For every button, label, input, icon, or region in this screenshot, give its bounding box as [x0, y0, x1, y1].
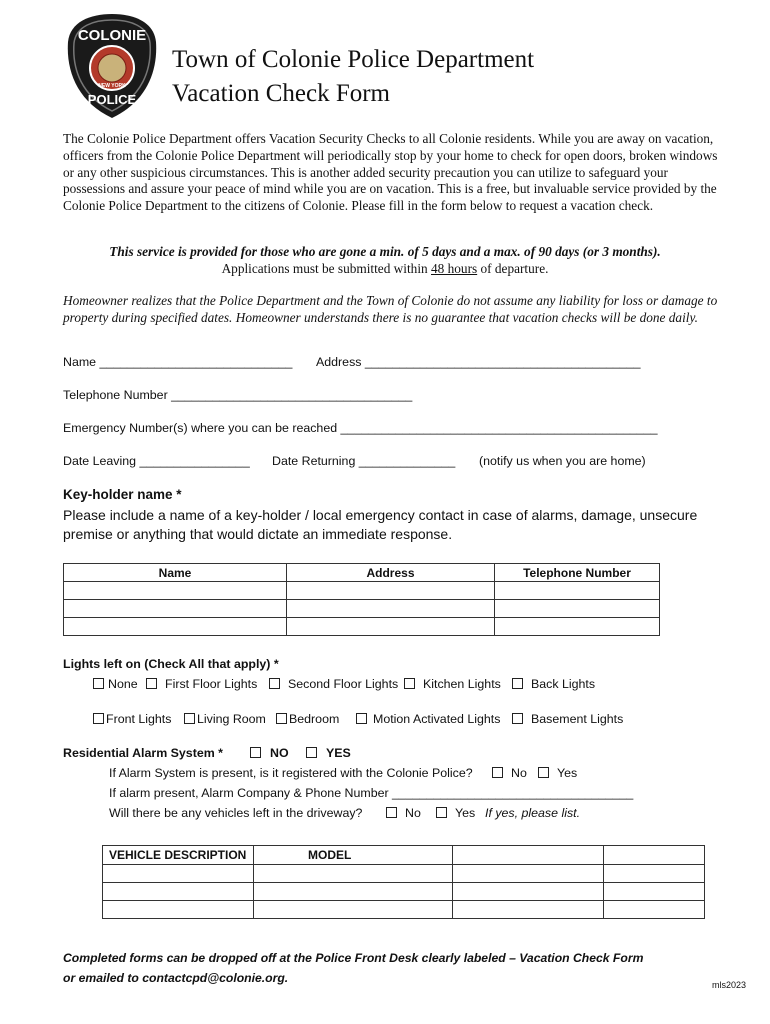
- table-cell[interactable]: [604, 901, 705, 919]
- checkbox-vehicles-yes[interactable]: [436, 806, 475, 820]
- alarm-registered-question: If Alarm System is present, is it registered with the Colonie Police?: [109, 766, 473, 780]
- checkbox-alarm-yes[interactable]: [306, 746, 351, 760]
- table-cell[interactable]: [254, 883, 453, 901]
- checkbox-icon[interactable]: [492, 767, 503, 778]
- checkbox-icon[interactable]: [146, 678, 157, 689]
- table-cell[interactable]: [495, 600, 660, 618]
- table-row: [64, 582, 660, 600]
- table-cell[interactable]: [604, 883, 705, 901]
- notify-note: (notify us when you are home): [479, 454, 646, 468]
- table-cell[interactable]: [64, 600, 287, 618]
- table-header-row: [64, 564, 660, 582]
- column-header-address: Address: [287, 564, 495, 582]
- option-label: No: [405, 806, 421, 820]
- logo-top-text: COLONIE: [77, 27, 147, 44]
- table-row: [103, 865, 705, 883]
- checkbox-motion-activated-lights[interactable]: [356, 712, 500, 726]
- checkbox-alarm-no[interactable]: [250, 746, 289, 760]
- name-field[interactable]: Name ____________________________: [63, 355, 293, 369]
- page-subtitle: Vacation Check Form: [172, 80, 391, 107]
- checkbox-registered-yes[interactable]: [538, 766, 577, 780]
- option-label: First Floor Lights: [165, 677, 258, 691]
- emergency-number-field[interactable]: Emergency Number(s) where you can be reached ______________________________________________: [63, 421, 658, 435]
- checkbox-icon[interactable]: [512, 713, 523, 724]
- table-row: [64, 600, 660, 618]
- table-cell[interactable]: [103, 883, 254, 901]
- date-leaving-field[interactable]: Date Leaving ________________: [63, 454, 250, 468]
- service-note: This service is provided for those who are gone a min. of 5 days and a max. of 90 days (or 3 months).: [109, 244, 661, 259]
- checkbox-icon[interactable]: [93, 678, 104, 689]
- column-header-blank: [453, 846, 604, 865]
- option-label: Basement Lights: [531, 712, 624, 726]
- checkbox-icon[interactable]: [276, 713, 287, 724]
- option-label: Front Lights: [106, 712, 172, 726]
- checkbox-icon[interactable]: [184, 713, 195, 724]
- checkbox-icon[interactable]: [538, 767, 549, 778]
- footer-instructions: Completed forms can be dropped off at the Police Front Desk clearly labeled – Vacation Check Form: [63, 951, 644, 965]
- table-cell[interactable]: [103, 901, 254, 919]
- checkbox-first-floor-lights[interactable]: [146, 677, 257, 691]
- checkbox-bedroom[interactable]: [276, 712, 339, 726]
- logo-center-text: NEW YORK: [98, 83, 126, 89]
- vehicle-table: [102, 845, 705, 919]
- checkbox-icon[interactable]: [306, 747, 317, 758]
- column-header-vehicle-description: VEHICLE DESCRIPTION: [103, 846, 254, 865]
- liability-disclaimer: Homeowner realizes that the Police Department and the Town of Colonie do not assume any liability for loss or damage to property during specified dates. Homeowner understands there is no guarantee that vacation checks will be done daily.: [63, 293, 718, 325]
- intro-paragraph: The Colonie Police Department offers Vacation Security Checks to all Colonie residents. While you are away on vacation, officers from the Colonie Police Department will periodically stop by your home to check for open doors, broken windows or any other suspicious circumstances. This is another added security precaution you can utilize to safeguard your possessions and assure your peace of mind while you are on vacation. This is a free, but invaluable service provided by the Colonie Police Department to the citizens of Colonie. Please fill in the form below to request a vacation check.: [63, 131, 718, 214]
- option-label: Bedroom: [289, 712, 340, 726]
- table-row: [64, 618, 660, 636]
- applications-before: Applications must be submitted within: [221, 261, 431, 276]
- table-cell[interactable]: [287, 582, 495, 600]
- table-cell[interactable]: [254, 901, 453, 919]
- page-title: Town of Colonie Police Department: [172, 46, 535, 73]
- table-cell[interactable]: [495, 582, 660, 600]
- option-label: Yes: [557, 766, 578, 780]
- option-label: NO: [270, 746, 289, 760]
- keyholder-heading: Key-holder name *: [63, 487, 182, 502]
- vehicles-question: Will there be any vehicles left in the driveway?: [109, 806, 363, 820]
- table-cell[interactable]: [64, 618, 287, 636]
- list-note: If yes, please list.: [485, 806, 581, 820]
- checkbox-front-lights[interactable]: [93, 712, 171, 726]
- option-label: YES: [326, 746, 351, 760]
- telephone-field[interactable]: Telephone Number ___________________________________: [63, 388, 413, 402]
- keyholder-table: [63, 563, 660, 636]
- table-header-row: [103, 846, 705, 865]
- police-badge-logo: [64, 12, 160, 120]
- applications-underlined: 48 hours: [431, 261, 478, 276]
- checkbox-basement-lights[interactable]: [512, 712, 623, 726]
- checkbox-icon[interactable]: [250, 747, 261, 758]
- table-row: [103, 883, 705, 901]
- column-header-telephone: Telephone Number: [495, 564, 660, 582]
- table-cell[interactable]: [287, 600, 495, 618]
- address-field[interactable]: Address ________________________________________: [316, 355, 641, 369]
- table-row: [103, 901, 705, 919]
- logo-bottom-text: POLICE: [87, 92, 137, 107]
- table-cell[interactable]: [453, 865, 604, 883]
- option-label: Motion Activated Lights: [373, 712, 501, 726]
- option-label: Second Floor Lights: [288, 677, 399, 691]
- footer-email: or emailed to contactcpd@colonie.org.: [63, 971, 289, 985]
- option-label: No: [511, 766, 527, 780]
- option-label: Back Lights: [531, 677, 596, 691]
- column-header-model: MODEL: [254, 846, 453, 865]
- lights-heading: Lights left on (Check All that apply) *: [63, 657, 279, 671]
- table-cell[interactable]: [604, 865, 705, 883]
- alarm-company-field[interactable]: If alarm present, Alarm Company & Phone Number ___________________________________: [109, 786, 634, 800]
- column-header-blank: [604, 846, 705, 865]
- alarm-heading: Residential Alarm System *: [63, 746, 223, 760]
- date-returning-field[interactable]: Date Returning ______________: [272, 454, 456, 468]
- checkbox-second-floor-lights[interactable]: [269, 677, 398, 691]
- checkbox-icon[interactable]: [436, 807, 447, 818]
- checkbox-registered-no[interactable]: [492, 766, 527, 780]
- table-cell[interactable]: [495, 618, 660, 636]
- checkbox-vehicles-no[interactable]: [386, 806, 421, 820]
- option-label: Living Room: [197, 712, 266, 726]
- option-label: Yes: [455, 806, 476, 820]
- form-code: mls2023: [712, 980, 747, 990]
- applications-after: of departure.: [477, 261, 549, 276]
- table-cell[interactable]: [287, 618, 495, 636]
- checkbox-icon[interactable]: [93, 713, 104, 724]
- applications-note: [63, 261, 707, 277]
- option-label: Kitchen Lights: [423, 677, 501, 691]
- table-cell[interactable]: [254, 865, 453, 883]
- table-cell[interactable]: [64, 582, 287, 600]
- checkbox-back-lights[interactable]: [512, 677, 595, 691]
- checkbox-icon[interactable]: [269, 678, 280, 689]
- checkbox-kitchen-lights[interactable]: [404, 677, 501, 691]
- table-cell[interactable]: [453, 901, 604, 919]
- table-cell[interactable]: [103, 865, 254, 883]
- checkbox-icon[interactable]: [404, 678, 415, 689]
- checkbox-none[interactable]: [93, 677, 138, 691]
- table-cell[interactable]: [453, 883, 604, 901]
- checkbox-icon[interactable]: [386, 807, 397, 818]
- column-header-name: Name: [64, 564, 287, 582]
- checkbox-icon[interactable]: [512, 678, 523, 689]
- keyholder-description: Please include a name of a key-holder / local emergency contact in case of alarms, damage, unsecure premise or anything that would dictate an immediate response.: [63, 507, 698, 542]
- checkbox-icon[interactable]: [356, 713, 367, 724]
- checkbox-living-room[interactable]: [184, 712, 266, 726]
- option-label: None: [108, 677, 138, 691]
